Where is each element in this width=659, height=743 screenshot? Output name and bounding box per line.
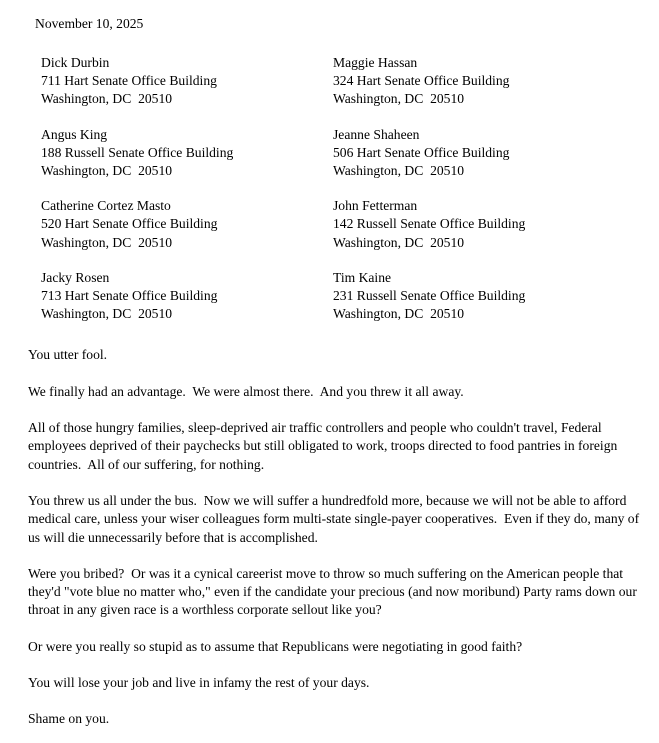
letter-paragraph: Shame on you. — [28, 711, 110, 727]
recipient-name: Jeanne Shaheen — [333, 126, 420, 142]
recipient-block — [333, 197, 640, 252]
recipient-address: 231 Russell Senate Office Building — [333, 288, 526, 304]
recipient-city-state-zip: Washington, DC 20510 — [41, 306, 173, 322]
recipient-block — [333, 269, 640, 324]
recipient-list — [41, 54, 640, 323]
letter-body — [28, 346, 643, 728]
recipient-block — [333, 126, 640, 181]
recipient-city-state-zip: Washington, DC 20510 — [41, 163, 173, 179]
recipient-city-state-zip: Washington, DC 20510 — [333, 234, 465, 250]
recipient-name: Jacky Rosen — [41, 269, 110, 285]
recipient-address: 188 Russell Senate Office Building — [41, 144, 234, 160]
recipient-address: 324 Hart Senate Office Building — [333, 73, 510, 89]
recipient-address: 711 Hart Senate Office Building — [41, 73, 217, 89]
recipient-city-state-zip: Washington, DC 20510 — [333, 91, 465, 107]
recipient-name: Dick Durbin — [41, 55, 110, 70]
recipient-city-state-zip: Washington, DC 20510 — [41, 91, 173, 107]
letter-paragraph: All of those hungry families, sleep-deprived air traffic controllers and people who couldn't travel, Federal employees deprived of their paychecks but still obligated to work, troops directed to food pantries in foreign countries. All of our suffering, for nothing. — [28, 420, 621, 472]
recipient-name: Angus King — [41, 126, 108, 142]
recipient-block — [41, 54, 333, 109]
recipient-address: 713 Hart Senate Office Building — [41, 288, 218, 304]
recipient-name: Catherine Cortez Masto — [41, 198, 171, 214]
recipient-block — [41, 126, 333, 181]
recipient-block — [333, 54, 640, 109]
letter-paragraph: You threw us all under the bus. Now we will suffer a hundredfold more, because we will not be able to afford medical care, unless your wiser colleagues form multi-state single-payer cooperatives. Even if they do, many of us will die unnecessarily before that is accomplished. — [28, 492, 643, 545]
recipient-address: 520 Hart Senate Office Building — [41, 216, 218, 232]
recipient-block — [41, 197, 333, 252]
letter-paragraph: You will lose your job and live in infamy the rest of your days. — [28, 675, 370, 690]
letter-paragraph: Or were you really so stupid as to assume that Republicans were negotiating in good faith? — [28, 638, 523, 654]
recipient-name: Maggie Hassan — [333, 55, 418, 70]
recipient-block — [41, 269, 333, 324]
recipient-city-state-zip: Washington, DC 20510 — [333, 306, 465, 322]
recipient-name: John Fetterman — [333, 198, 418, 214]
letter-paragraph: You utter fool. — [28, 347, 108, 363]
letter-paragraph: Were you bribed? Or was it a cynical careerist move to throw so much suffering on the American people that they'd "vote blue no matter who," even if the candidate your precious (and now moribund) Party rams down our throat in any given race is a worthless corporate sellout like you? — [28, 565, 641, 618]
recipient-city-state-zip: Washington, DC 20510 — [333, 163, 465, 179]
recipient-city-state-zip: Washington, DC 20510 — [41, 234, 173, 250]
recipient-name: Tim Kaine — [333, 269, 392, 285]
recipient-address: 506 Hart Senate Office Building — [333, 144, 510, 160]
letter-date: November 10, 2025 — [35, 16, 144, 31]
recipient-address: 142 Russell Senate Office Building — [333, 216, 526, 232]
letter-paragraph: We finally had an advantage. We were almost there. And you threw it all away. — [28, 383, 464, 399]
